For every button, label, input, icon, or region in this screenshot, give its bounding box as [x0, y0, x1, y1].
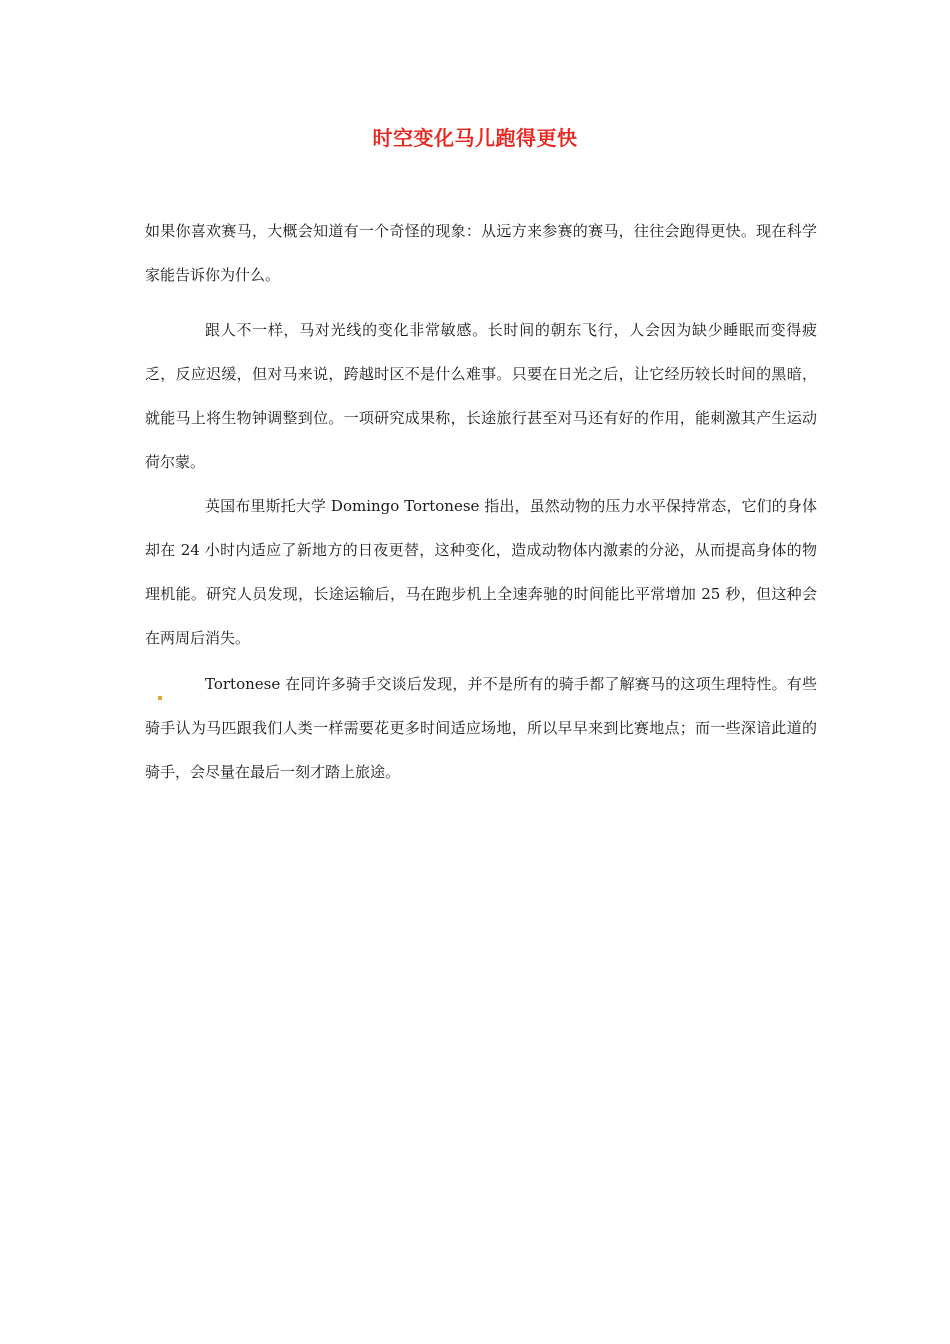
paragraph-2: 跟人不一样，马对光线的变化非常敏感。长时间的朝东飞行，人会因为缺少睡眠而变得疲乏，反应迟缓，但对马来说，跨越时区不是什么难事。只要在日光之后，让它经历较长时间的黑暗，就能马上将生物钟调整到位。一项研究成果称，长途旅行甚至对马还有好的作用，能刺激其产生运动荷尔蒙。: [145, 321, 817, 471]
document-title: 时空变化马儿跑得更快: [372, 126, 578, 150]
paragraph-4: Tortonese 在同许多骑手交谈后发现，并不是所有的骑手都了解赛马的这项生理特性。有些骑手认为马匹跟我们人类一样需要花更多时间适应场地，所以早早来到比赛地点；而一些深谙此道的骑手，会尽量在最后一刻才踏上旅途。: [145, 675, 817, 781]
paragraph-1: 如果你喜欢赛马，大概会知道有一个奇怪的现象：从远方来参赛的赛马，往往会跑得更快。现在科学家能告诉你为什么。: [145, 222, 817, 284]
paragraph-3: 英国布里斯托大学 Domingo Tortonese 指出，虽然动物的压力水平保持常态，它们的身体却在 24 小时内适应了新地方的日夜更替，这种变化，造成动物体内激素的分泌，从而提高身体的物理机能。研究人员发现，长途运输后，马在跑步机上全速奔驰的时间能比平常增加 25 秒，但这种会在两周后消失。: [145, 497, 817, 647]
